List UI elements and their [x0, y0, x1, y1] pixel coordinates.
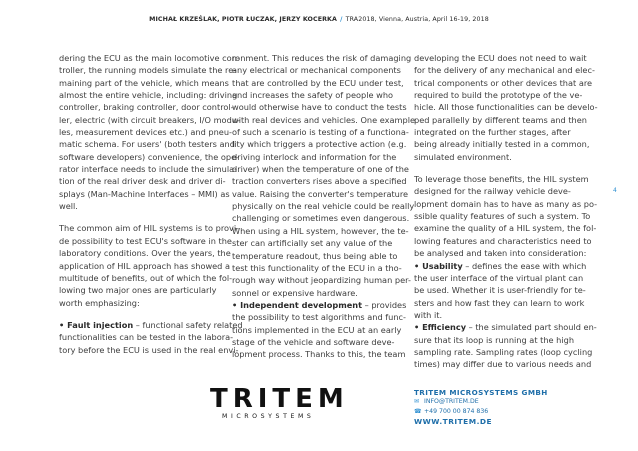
email-row: [414, 397, 584, 406]
phone-icon: ☎: [414, 407, 422, 415]
body-text-line: and increases the safety of people who: [232, 90, 394, 101]
body-text-line: ler, electric (with circuit breakers, I/O modu-: [59, 114, 240, 125]
body-text-line: • Independent development – provides: [232, 299, 407, 310]
body-text-line: application of HIL approach has showed a: [59, 260, 231, 271]
body-text-line: with it.: [414, 309, 443, 320]
body-text-line: splays (Man-Machine Interfaces – MMI) as: [59, 188, 230, 199]
body-text-line: traction converters rises above a specified: [232, 176, 407, 187]
body-text-line: The common aim of HIL systems is to provi-: [59, 223, 240, 234]
body-text-line: sonnel or expensive hardware.: [232, 287, 358, 298]
logo-wordmark: TRITEM: [210, 384, 349, 414]
body-text-line: lowing features and characteristics need to: [414, 235, 592, 246]
body-text-line: be analysed and taken into consideration:: [414, 248, 587, 259]
body-text-line: value. Raising the converter's temperature: [232, 188, 409, 199]
body-text-line: dering the ECU as the main locomotive con-: [59, 53, 240, 63]
body-text-line: lopment domain has to have as many as po-: [414, 198, 598, 209]
phone-text: +49 700 00 874 836: [424, 407, 489, 415]
body-text-line: tory before the ECU is used in the real envi-: [59, 344, 239, 355]
phone-row: [414, 407, 584, 416]
body-text-line: almost the entire vehicle, including: driving: [59, 90, 238, 101]
body-text-line: the possibility to test algorithms and func-: [232, 312, 406, 323]
body-text-line: software developers) convenience, the ope-: [59, 151, 240, 162]
body-text-line: with real devices and vehicles. One example: [232, 114, 416, 125]
body-text-line: simulated environment.: [414, 151, 512, 162]
envelope-icon: ✉: [414, 398, 420, 406]
body-text-line: multitude of benefits, out of which the fol-: [59, 272, 233, 283]
body-text-line: required to build the prototype of the ve-: [414, 90, 583, 101]
body-text-line: developing the ECU does not need to wait: [414, 53, 587, 63]
tritem-logo: [210, 386, 360, 422]
list-lead-term: • Efficiency: [414, 322, 467, 333]
body-text-line: would otherwise have to conduct the tests: [232, 102, 407, 113]
list-lead-term: • Independent development: [232, 299, 363, 310]
body-text-line: test this functionality of the ECU in a tho-: [232, 262, 402, 273]
body-text-line: tions implemented in the ECU at an early: [232, 324, 402, 335]
contact-block: [414, 388, 584, 427]
body-text-line: lopment process. Thanks to this, the team: [232, 349, 406, 360]
body-text-line: • Usability – defines the ease with which: [414, 260, 587, 271]
text-column-1: [59, 52, 243, 356]
body-text-line: To leverage those benefits, the HIL system: [414, 174, 589, 185]
body-text-line: lity which triggers a protective action (e.g.: [232, 139, 407, 150]
page-number: 4: [613, 187, 617, 194]
body-text-line: times) may differ due to various needs and: [414, 359, 592, 370]
body-text-line: functionalities can be tested in the labora-: [59, 332, 234, 343]
body-text-line: matic schema. For users' (both testers and: [59, 139, 235, 150]
body-text-line: integrated on the further stages, after: [414, 127, 571, 138]
body-text-line: • Fault injection – functional safety related: [59, 319, 243, 330]
website-link[interactable]: WWW.TRITEM.DE: [414, 417, 493, 427]
body-text-line: trical components or other devices that are: [414, 77, 593, 88]
logo-subtitle: MICROSYSTEMS: [222, 413, 315, 420]
body-text-line: tion of the real driver desk and driver di-: [59, 176, 226, 187]
body-text-line: laboratory conditions. Over the years, the: [59, 248, 231, 259]
text-column-2: [232, 52, 416, 361]
body-text-line: rough way without jeopardizing human per-: [232, 275, 411, 286]
body-text-line: ssible quality features of such a system. To: [414, 211, 591, 222]
body-text-line: troller, the running models simulate the re-: [59, 65, 237, 76]
running-header: [0, 16, 638, 23]
body-text-line: sure that its loop is running at the high: [414, 334, 575, 345]
list-lead-term: • Usability: [414, 260, 463, 271]
body-text-line: de possibility to test ECU's software in the: [59, 235, 232, 246]
body-text-line: ped parallelly by different teams and then: [414, 114, 587, 125]
body-text-line: hicle. All those functionalities can be develo-: [414, 102, 598, 113]
body-text-line: well.: [59, 201, 78, 212]
body-text-line: for the delivery of any mechanical and elec-: [414, 65, 595, 76]
text-column-3: [414, 52, 598, 371]
body-text-line: lowing two major ones are particularly: [59, 285, 217, 296]
body-text-line: When using a HIL system, however, the te-: [232, 225, 409, 236]
body-text-line: be used. Whether it is user-friendly for te-: [414, 285, 586, 296]
body-text-line: stage of the vehicle and software deve-: [232, 336, 395, 347]
body-text-line: driving interlock and information for the: [232, 151, 397, 162]
body-text-line: controller, braking controller, door control-: [59, 102, 234, 113]
body-text-line: worth emphasizing:: [59, 297, 140, 308]
body-text-line: challenging or sometimes even dangerous.: [232, 213, 410, 224]
body-text-line: • Efficiency – the simulated part should en-: [414, 322, 597, 333]
body-text-line: the user interface of the virtual plant can: [414, 272, 584, 283]
body-text-line: les, measurement devices etc.) and pneu-: [59, 127, 232, 138]
email-text[interactable]: INFO@TRITEM.DE: [424, 398, 479, 406]
body-text-line: ster can artificially set any value of the: [232, 238, 393, 249]
body-text-line: sampling rate. Sampling rates (loop cycling: [414, 346, 593, 357]
body-text-line: ronment. This reduces the risk of damaging: [232, 53, 412, 63]
header-venue: TRA2018, Vienna, Austria, April 16-19, 2018: [345, 16, 489, 23]
company-name: TRITEM MICROSYSTEMS GMBH: [414, 388, 548, 397]
body-text-line: designed for the railway vehicle deve-: [414, 186, 571, 197]
body-text-line: temperature readout, thus being able to: [232, 250, 398, 261]
body-text-line: examine the quality of a HIL system, the fol-: [414, 223, 597, 234]
body-text-line: maining part of the vehicle, which means: [59, 77, 229, 88]
header-separator: /: [340, 16, 343, 23]
body-text-line: rator interface needs to include the simula-: [59, 164, 238, 175]
body-text-line: sters and how fast they can learn to work: [414, 297, 585, 308]
body-text-line: that are controlled by the ECU under test,: [232, 77, 404, 88]
body-text-line: physically on the real vehicle could be really: [232, 201, 415, 212]
body-text-line: any electrical or mechanical components: [232, 65, 401, 76]
body-text-line: driver) when the temperature of one of the: [232, 164, 409, 175]
body-text-line: being already initially tested in a common,: [414, 139, 590, 150]
header-authors: MICHAŁ KRZEŚLAK, PIOTR ŁUCZAK, JERZY KOCERKA: [149, 16, 338, 23]
list-lead-term: • Fault injection: [59, 319, 134, 330]
body-text-line: of such a scenario is testing of a functiona-: [232, 127, 409, 138]
